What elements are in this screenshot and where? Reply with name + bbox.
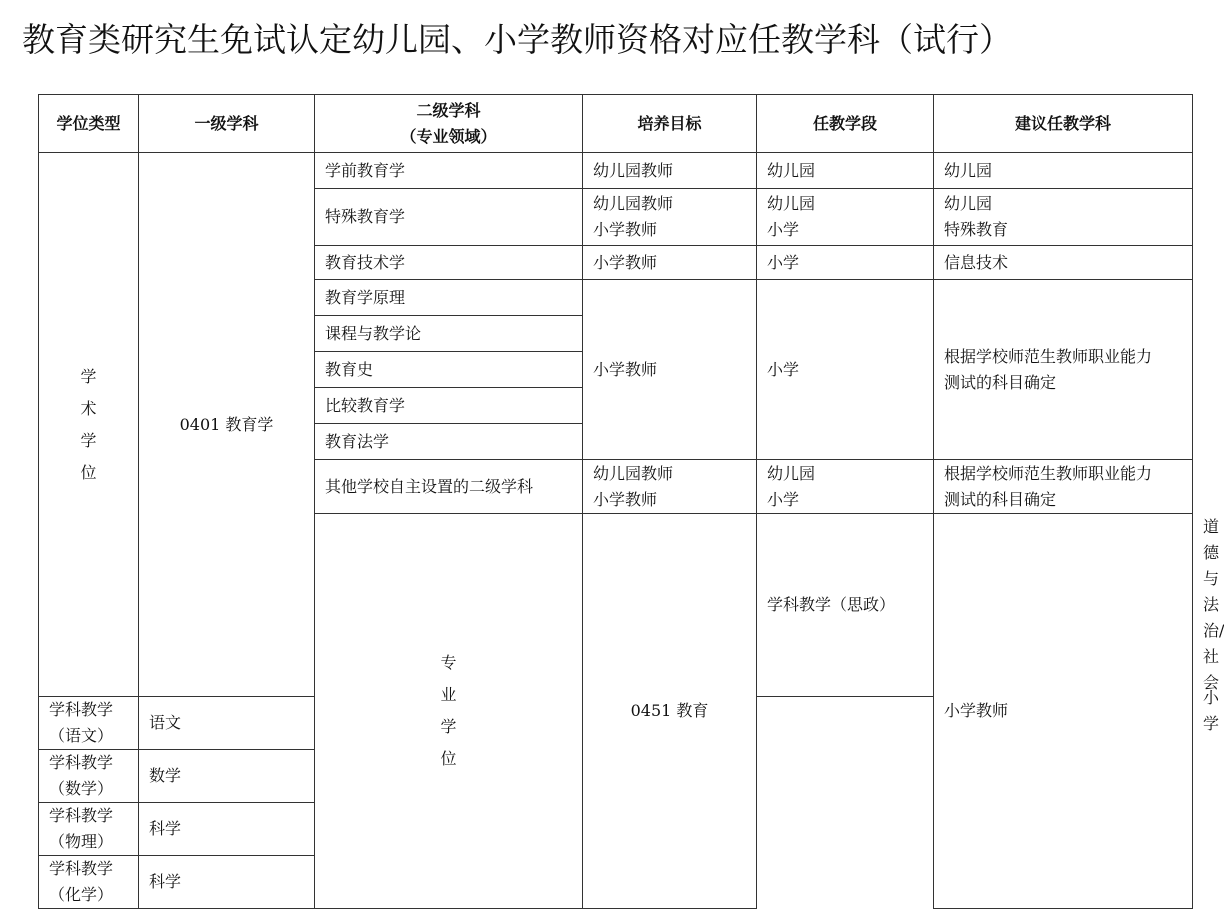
second-level-cell: 课程与教学论: [315, 316, 583, 352]
first-level-education-pro: 0451 教育: [583, 514, 757, 909]
header-professional-field-label: （专业领域）: [400, 126, 497, 146]
stage-cell: 幼儿园 小学: [757, 189, 934, 246]
subject-cell: 根据学校师范生教师职业能力 测试的科目确定: [934, 280, 1193, 460]
table-header-row: [39, 95, 1193, 153]
subject-cell: 根据学校师范生教师职业能力 测试的科目确定: [934, 460, 1193, 514]
table-row: [39, 153, 1193, 189]
first-level-education: 0401 教育学: [139, 153, 315, 697]
subject-cell: 科学: [139, 803, 315, 856]
header-second-level-label: 二级学科: [416, 100, 481, 120]
second-level-cell: 学前教育学: [315, 153, 583, 189]
second-level-cell: 学科教学（语文）: [39, 697, 139, 750]
second-level-cell: 教育史: [315, 352, 583, 388]
degree-type-academic: 学 术 学 位: [39, 153, 139, 697]
goal-cell: 小学教师: [583, 280, 757, 460]
subject-cell: 幼儿园 特殊教育: [934, 189, 1193, 246]
goal-cell: 幼儿园教师 小学教师: [583, 460, 757, 514]
second-level-cell: 教育技术学: [315, 246, 583, 280]
stage-cell: 小学: [757, 246, 934, 280]
stage-cell: 小学: [757, 280, 934, 460]
second-level-cell: 学科教学（化学）: [39, 856, 139, 909]
subject-cell: 信息技术: [934, 246, 1193, 280]
header-degree-type: 学位类型: [39, 95, 139, 153]
second-level-cell: 特殊教育学: [315, 189, 583, 246]
subject-cell: 数学: [139, 750, 315, 803]
second-level-cell: 学科教学（数学）: [39, 750, 139, 803]
teacher-qualification-table: [38, 94, 1224, 909]
stage-cell: 幼儿园: [757, 153, 934, 189]
subject-cell: 科学: [139, 856, 315, 909]
header-teaching-stage: 任教学段: [757, 95, 934, 153]
stage-cell: 幼儿园 小学: [757, 460, 934, 514]
degree-type-professional: 专 业 学 位: [315, 514, 583, 909]
goal-cell: 小学教师: [583, 246, 757, 280]
second-level-cell: 教育学原理: [315, 280, 583, 316]
goal-cell: 幼儿园教师: [583, 153, 757, 189]
header-training-goal: 培养目标: [583, 95, 757, 153]
header-suggested-subject: 建议任教学科: [934, 95, 1193, 153]
second-level-cell: 其他学校自主设置的二级学科: [315, 460, 583, 514]
second-level-cell: 教育法学: [315, 424, 583, 460]
second-level-cell: 学科教学（思政）: [757, 514, 934, 697]
page-title: 教育类研究生免试认定幼儿园、小学教师资格对应任教学科（试行）: [22, 20, 1012, 59]
goal-cell: 小学教师: [934, 514, 1193, 909]
table-row: 专 业 学 位 0451 教育 学科教学（思政） 小学教师 小学 道德与法治/社会: [39, 514, 1193, 697]
second-level-cell: 学科教学（物理）: [39, 803, 139, 856]
second-level-cell: 比较教育学: [315, 388, 583, 424]
subject-cell: 幼儿园: [934, 153, 1193, 189]
header-first-level-subject: 一级学科: [139, 95, 315, 153]
goal-cell: 幼儿园教师 小学教师: [583, 189, 757, 246]
subject-cell: 语文: [139, 697, 315, 750]
header-second-level-subject: [315, 95, 583, 153]
